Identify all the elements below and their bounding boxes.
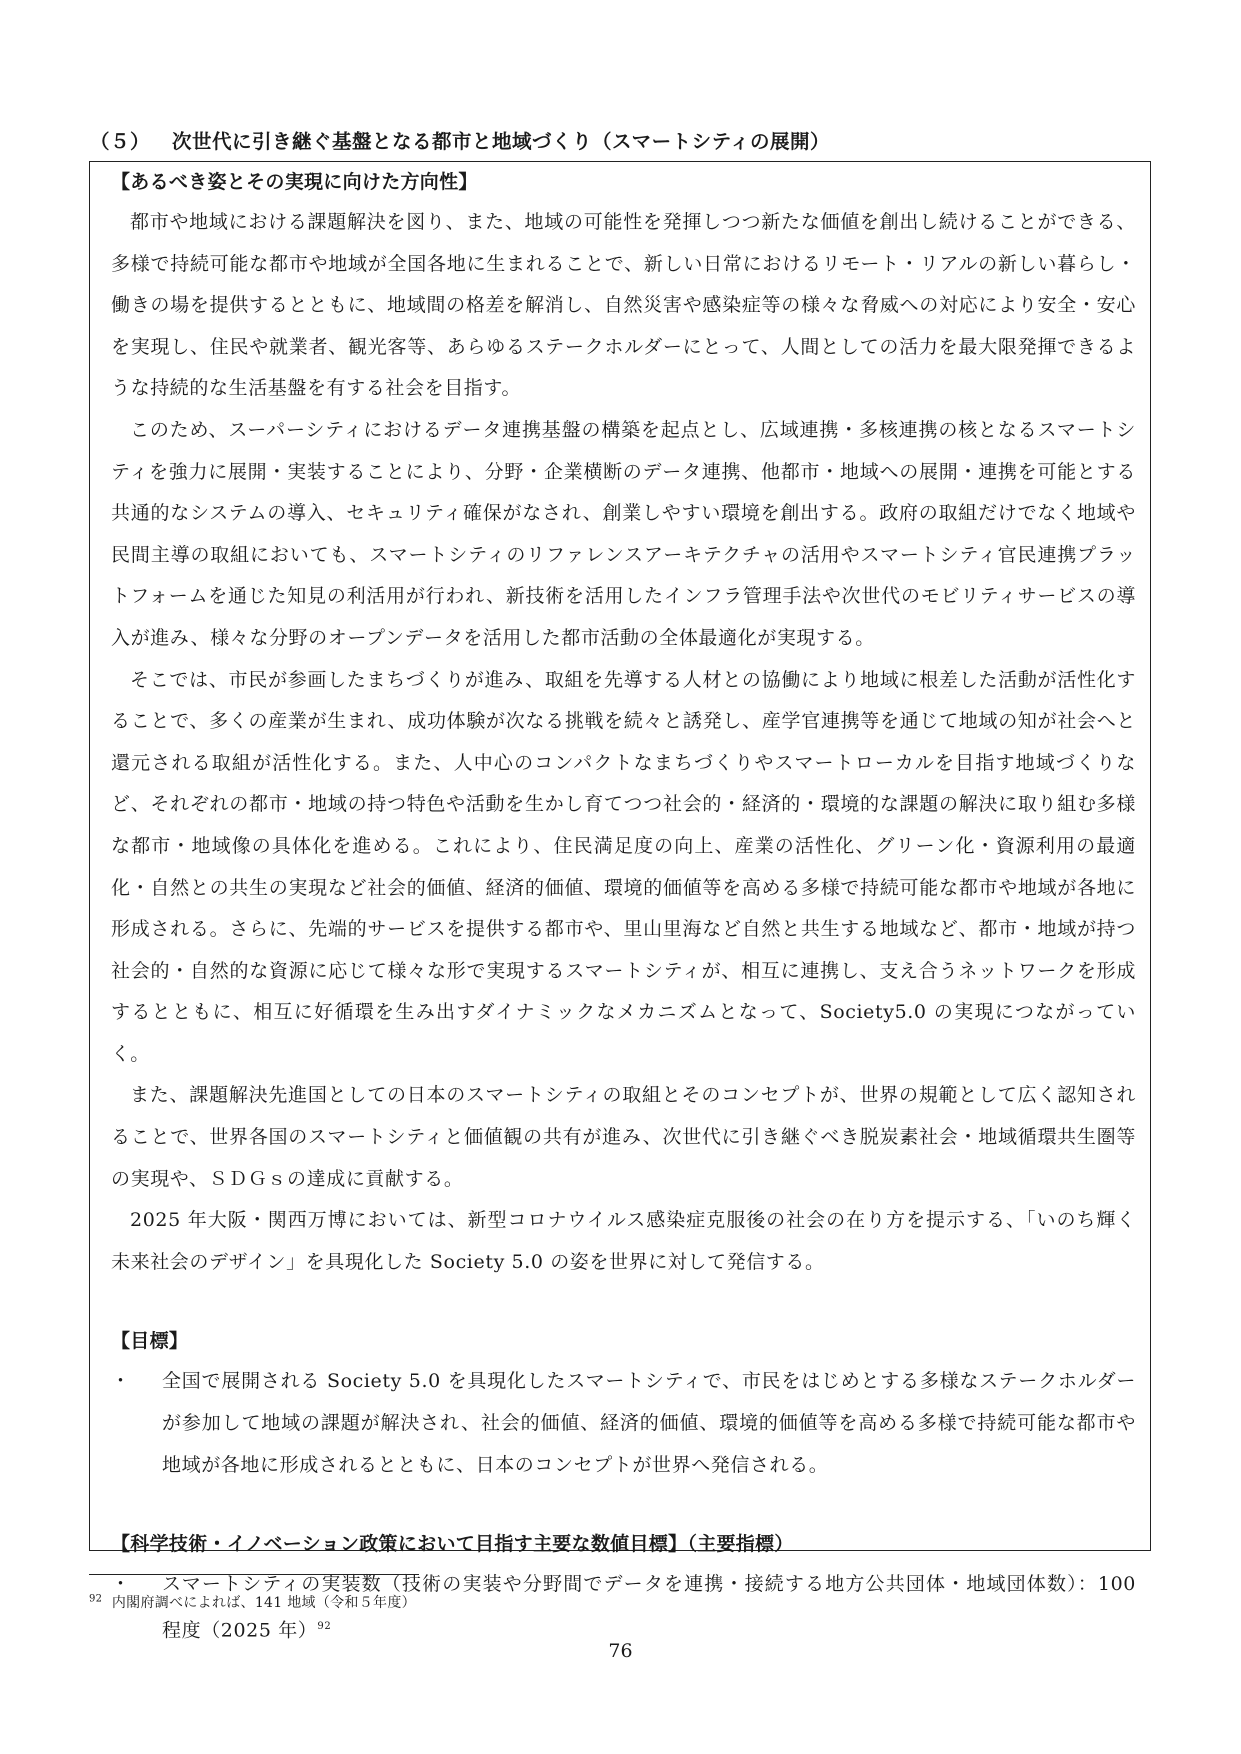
bullet-mark: ・ <box>111 1573 131 1596</box>
section-title: 次世代に引き継ぐ基盤となる都市と地域づくり（スマートシティの展開） <box>172 130 831 153</box>
indicator-title: 【科学技術・イノベーション政策において目指す主要な数値目標】（主要指標） <box>111 1533 794 1556</box>
indicator-text: スマートシティの実装数（技術の実装や分野間でデータを連携・接続する地方公共団体・地域団体数）：100 程度（2025 年） <box>162 1573 1136 1642</box>
footnote-ref: 92 <box>317 1620 332 1632</box>
footnote <box>89 1592 1089 1612</box>
paragraph: このため、スーパーシティにおけるデータ連携基盤の構築を起点とし、広域連携・多核連携の核となるスマートシティを強力に展開・実装することにより、分野・企業横断のデータ連携、他都市・地域への展開・連携を可能とする共通的なシステムの導入、セキュリティ確保がなされ、創業しやすい環境を創出する。政府の取組だけでなく地域や民間主導の取組においても、スマートシティのリファレンスアーキテクチャの活用やスマートシティ官民連携プラットフォームを通じた知見の利活用が行われ、新技術を活用したインフラ管理手法や次世代のモビリティサービスの導入が進み、様々な分野のオープンデータを活用した都市活動の全体最適化が実現する。 <box>111 418 1136 649</box>
paragraph: そこでは、市民が参画したまちづくりが進み、取組を先導する人材との協働により地域に根差した活動が活性化することで、多くの産業が生まれ、成功体験が次なる挑戦を続々と誘発し、産学官連携等を通じて地域の知が社会へと還元される取組が活性化する。また、人中心のコンパクトなまちづくりやスマートローカルを目指す地域づくりなど、それぞれの都市・地域の持つ特色や活動を生かし育てつつ社会的・経済的・環境的な課題の解決に取り組む多様な都市・地域像の具体化を進める。これにより、住民満足度の向上、産業の活性化、グリーン化・資源利用の最適化・自然との共生の実現など社会的価値、経済的価値、環境的価値等を高める多様で持続可能な都市や地域が各地に形成される。さらに、先端的サービスを提供する都市や、里山里海など自然と共生する地域など、都市・地域が持つ社会的・自然的な資源に応じて様々な形で実現するスマートシティが、相互に連携し、支え合うネットワークを形成するとともに、相互に好循環を生み出すダイナミックなメカニズムとなって、Society5.0 の実現につながっていく。 <box>111 668 1136 1065</box>
paragraph: 都市や地域における課題解決を図り、また、地域の可能性を発揮しつつ新たな価値を創出し続けることができる、多様で持続可能な都市や地域が全国各地に生まれることで、新しい日常におけるリモート・リアルの新しい暮らし・働きの場を提供するとともに、地域間の格差を解消し、自然災害や感染症等の様々な脅威への対応により安全・安心を実現し、住民や就業者、観光客等、あらゆるステークホルダーにとって、人間としての活力を最大限発揮できるような持続的な生活基盤を有する社会を目指す。 <box>111 211 1136 400</box>
page-number: 76 <box>608 1640 633 1662</box>
section-number: （５） <box>90 130 151 153</box>
goal-item <box>111 1361 1136 1486</box>
box-title: 【あるべき姿とその実現に向けた方向性】 <box>111 171 478 193</box>
paragraph: 2025 年大阪・関西万博においては、新型コロナウイルス感染症克服後の社会の在り方を提示する、「いのち輝く未来社会のデザイン」を具現化した Society 5.0 の姿を世界に対して発信する。 <box>111 1209 1136 1273</box>
footnote-divider <box>89 1574 419 1575</box>
content-box-inner <box>111 162 1136 1652</box>
footnote-text: 内閣府調べによれば、141 地域（令和５年度） <box>111 1595 416 1611</box>
section-heading <box>90 126 1150 154</box>
goal-text: 全国で展開される Society 5.0 を具現化したスマートシティで、市民をはじめとする多様なステークホルダーが参加して地域の課題が解決され、社会的価値、経済的価値、環境的価値等を高める多様で持続可能な都市や地域が各地に形成されるとともに、日本のコンセプトが世界へ発信される。 <box>162 1370 1136 1476</box>
goal-title: 【目標】 <box>111 1330 189 1353</box>
footnote-number: 92 <box>89 1593 103 1605</box>
bullet-mark: ・ <box>111 1370 131 1393</box>
paragraph: また、課題解決先進国としての日本のスマートシティの取組とそのコンセプトが、世界の規範として広く認知されることで、世界各国のスマートシティと価値観の共有が進み、次世代に引き継ぐべき脱炭素社会・地域循環共生圏等の実現や、ＳＤＧｓの達成に貢献する。 <box>111 1084 1136 1190</box>
